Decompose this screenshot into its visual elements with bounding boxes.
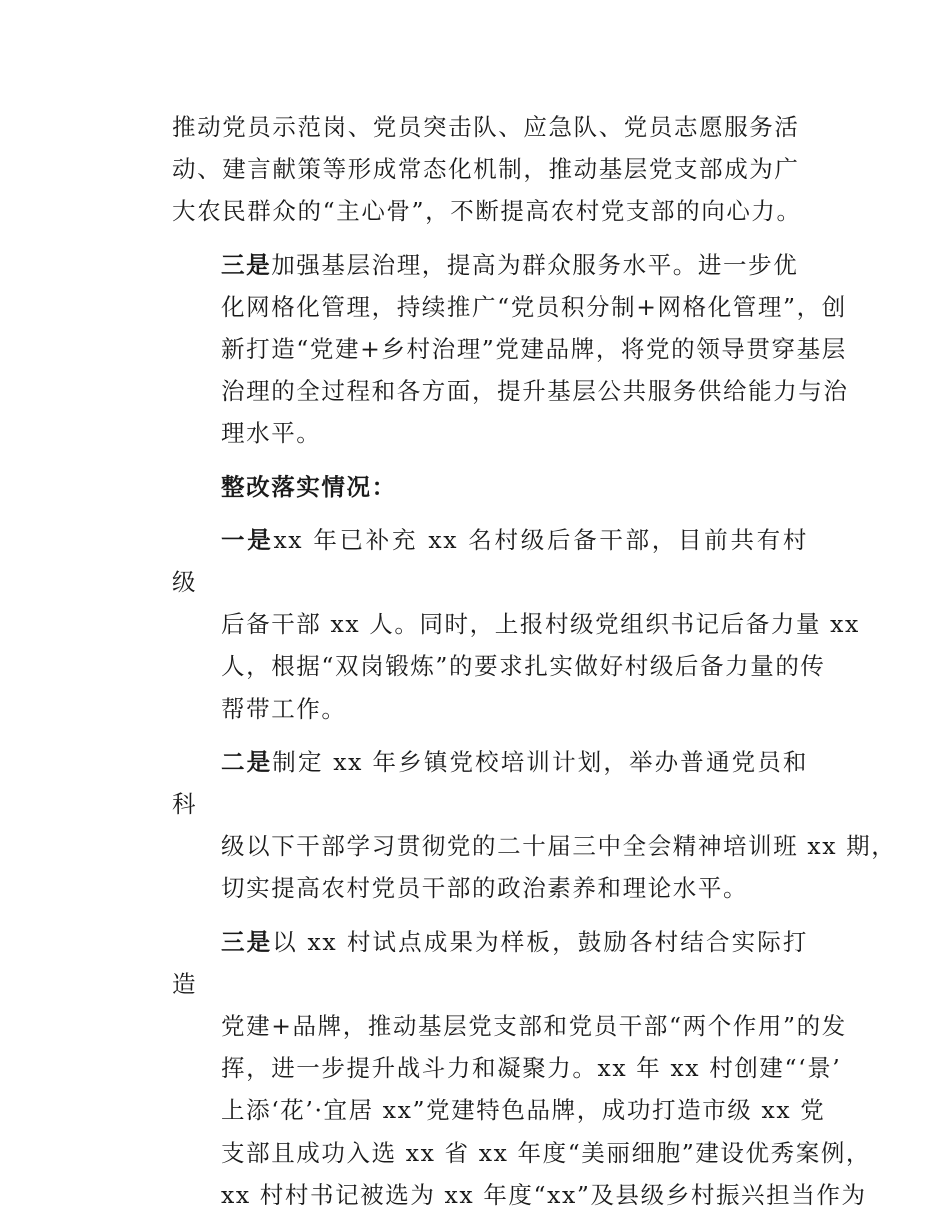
text-line: 加强基层治理，提高为群众服务水平。进一步优 xyxy=(271,250,799,279)
paragraph-lead: 三是 xyxy=(221,927,273,956)
paragraph-grassroots-governance xyxy=(172,244,849,455)
text-line: 治理的全过程和各方面，提升基层公共服务供给能力与治 xyxy=(221,377,849,406)
text-line: 切实提高农村党员干部的政治素养和理论水平。 xyxy=(221,874,749,903)
text-line: 化网格化管理，持续推广“党员积分制+网格化管理”，创 xyxy=(221,292,847,321)
text-line: 大农民群众的“主心骨”，不断提高农村党支部的向心力。 xyxy=(172,197,802,226)
text-line: 级以下干部学习贯彻党的二十届三中全会精神培训班 xx 期， xyxy=(221,832,897,861)
paragraph-reserve-cadres xyxy=(172,519,860,730)
paragraph-lead: 二是 xyxy=(221,747,273,776)
text-line: 动、建言献策等形成常态化机制，推动基层党支部成为广 xyxy=(172,155,800,184)
text-line: 挥，进一步提升战斗力和凝聚力。xx 年 xx 村创建“‘景’ xyxy=(221,1054,842,1083)
text-line: 新打造“党建+乡村治理”党建品牌，将党的领导贯穿基层 xyxy=(221,335,847,364)
paragraph-party-member-mechanism xyxy=(172,106,808,233)
text-line: xx 年已补充 xx 名村级后备干部，目前共有村级 xyxy=(172,525,808,597)
text-line: 制定 xx 年乡镇党校培训计划，举办普通党员和科 xyxy=(172,747,808,819)
text-line: 人，根据“双岗锻炼”的要求扎实做好村级后备力量的传 xyxy=(221,652,826,681)
text-line: xx 村村书记被选为 xx 年度“xx”及县级乡村振兴担当作为 xyxy=(221,1180,867,1209)
paragraph-party-school-training xyxy=(172,741,897,910)
paragraph-pilot-brand xyxy=(172,921,872,1216)
section-heading-rectification: 整改落实情况： xyxy=(221,472,397,501)
text-line: 推动党员示范岗、党员突击队、应急队、党员志愿服务活 xyxy=(172,113,800,141)
text-line: 上添‘花’·宜居 xx”党建特色品牌，成功打造市级 xx 党 xyxy=(221,1096,826,1125)
text-line: 以 xx 村试点成果为样板，鼓励各村结合实际打造 xyxy=(172,927,808,998)
paragraph-lead: 三是 xyxy=(221,250,272,279)
text-line: 后备干部 xx 人。同时，上报村级党组织书记后备力量 xx xyxy=(221,610,860,639)
text-line: 帮带工作。 xyxy=(221,694,347,723)
document-page xyxy=(172,106,897,1216)
text-line: 党建+品牌，推动基层党支部和党员干部“两个作用”的发 xyxy=(221,1012,847,1041)
text-line: 理水平。 xyxy=(221,419,322,448)
paragraph-lead: 一是 xyxy=(221,525,274,554)
text-line: 支部且成功入选 xx 省 xx 年度“美丽细胞”建设优秀案例， xyxy=(221,1138,872,1167)
